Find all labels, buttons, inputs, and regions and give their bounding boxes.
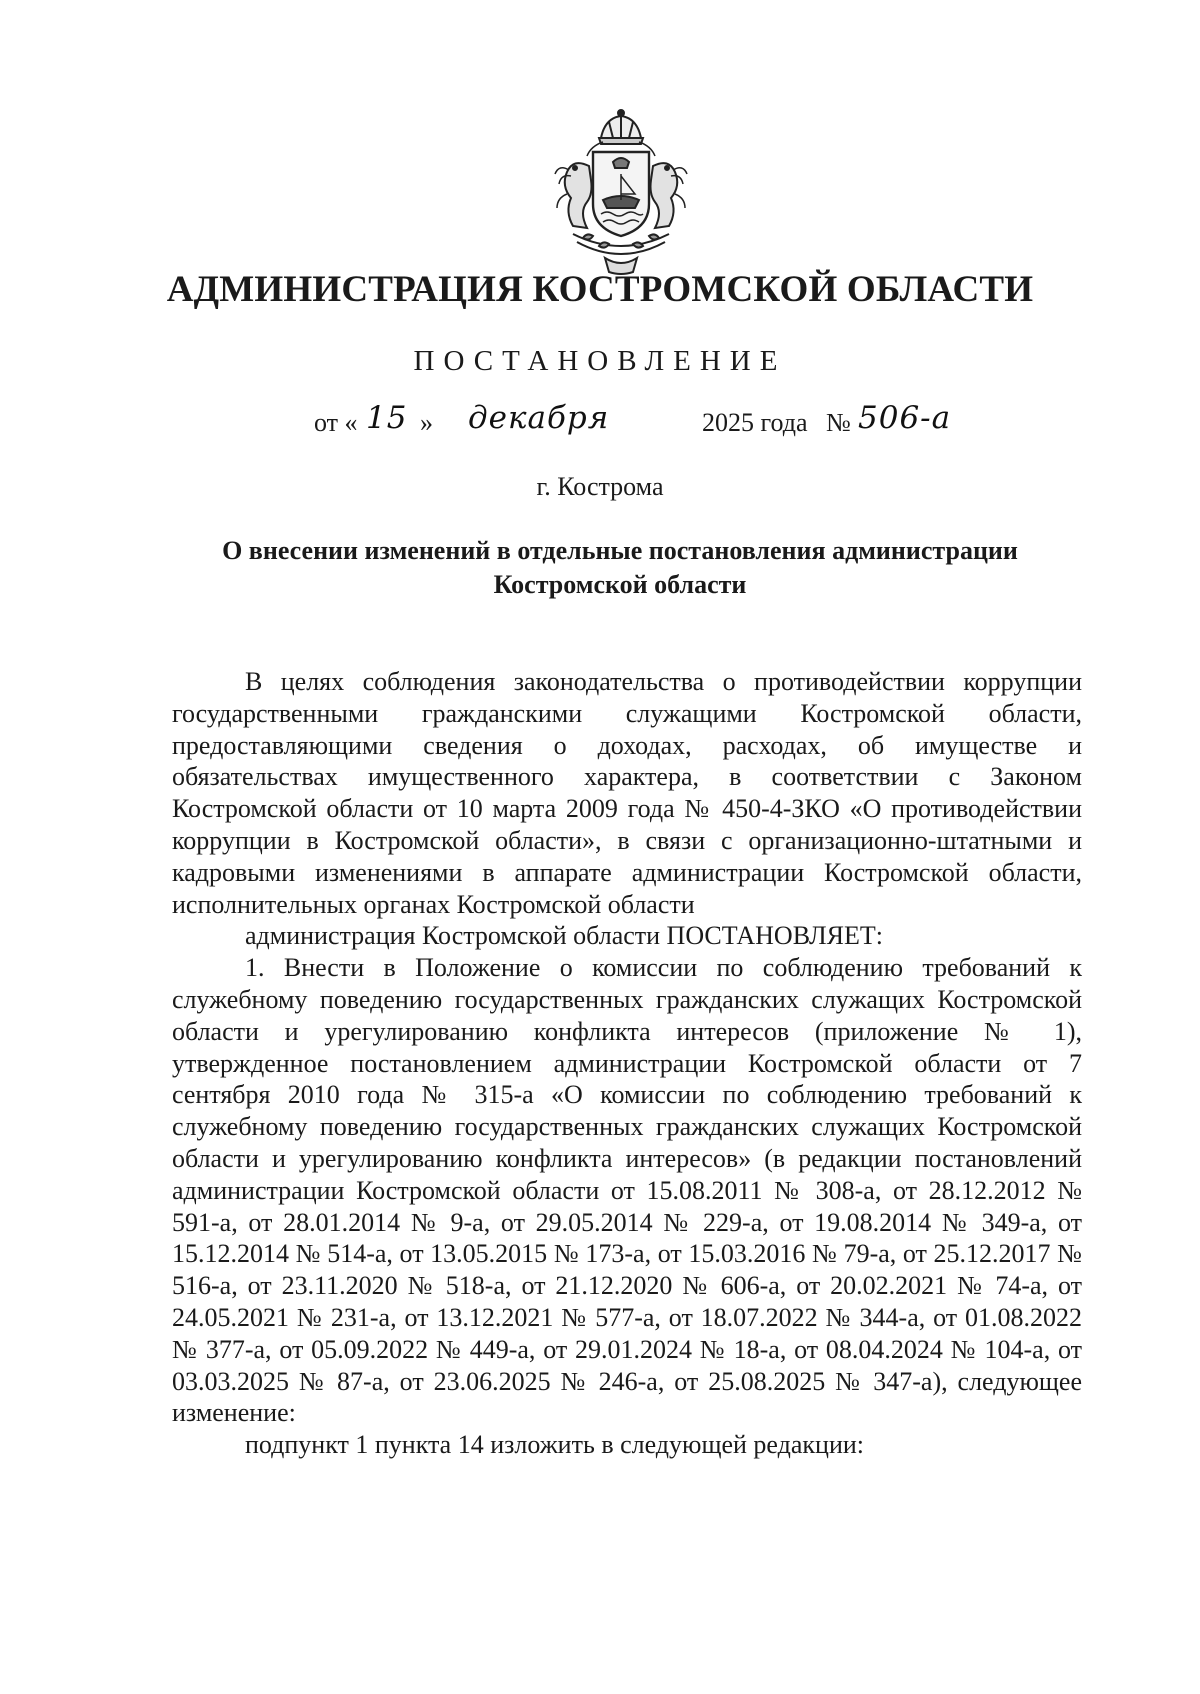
- date-day-handwritten: 15: [366, 400, 408, 436]
- body-paragraph: В целях соблюдения законодательства о противодействии коррупции государственными гражданскими служащими Костромской области, предоставляющими сведения о доходах, расходах, об имуществе и обязательствах имущественного характера, в соответствии с Законом Костромской области от 10 марта 2009 года № 450-4-ЗКО «О противодействии коррупции в Костромской области», в связи с организационно-штатными и кадровыми изменениями в аппарате администрации Костромской области, исполнительных органах Костромской области: [172, 667, 1082, 919]
- date-prefix: от «: [314, 408, 358, 437]
- body-paragraph: подпункт 1 пункта 14 изложить в следующей редакции:: [245, 1430, 864, 1460]
- coat-of-arms-icon: [543, 108, 699, 276]
- document-number-handwritten: 506-а: [858, 400, 952, 436]
- document-subject: О внесении изменений в отдельные постановления администрации Костромской области: [222, 536, 1018, 599]
- body-paragraph: 1. Внести в Положение о комиссии по соблюдению требований к служебному поведению государственных гражданских служащих Костромской области и урегулированию конфликта интересов (приложение № 1), утвержденное постановлением администрации Костромской области от 7 сентября 2010 года № 315-а «О комиссии по соблюдению требований к служебному поведению государственных гражданских служащих Костромской области и урегулированию конфликта интересов» (в редакции постановлений администрации Костромской области от 15.08.2011 № 308-а, от 28.12.2012 № 591-а, от 28.01.2014 № 9-а, от 29.05.2014 № 229-а, от 19.08.2014 № 349-а, от 15.12.2014 № 514-а, от 13.05.2015 № 173-а, от 15.03.2016 № 79-а, от 25.12.2017 № 516-а, от 23.11.2020 № 518-а, от 21.12.2020 № 606-а, от 20.02.2021 № 74-а, от 24.05.2021 № 231-а, от 13.12.2021 № 577-а, от 18.07.2022 № 344-а, от 01.08.2022 № 377-а, от 05.09.2022 № 449-а, от 29.01.2024 № 18-а, от 08.04.2024 № 104-а, от 03.03.2025 № 87-а, от 23.06.2025 № 246-а, от 25.08.2025 № 347-а), следующее изменение:: [172, 953, 1082, 1428]
- document-type: ПОСТАНОВЛЕНИЕ: [413, 345, 787, 377]
- date-year: 2025 года: [702, 408, 808, 437]
- organization-title: АДМИНИСТРАЦИЯ КОСТРОМСКОЙ ОБЛАСТИ: [166, 269, 1034, 310]
- date-line: [0, 400, 1200, 450]
- document-body: [172, 666, 1082, 1461]
- number-label: №: [826, 408, 851, 437]
- city: г. Кострома: [536, 472, 664, 501]
- date-month-handwritten: декабря: [468, 400, 610, 436]
- date-day-close: »: [420, 408, 433, 437]
- body-paragraph: администрация Костромской области ПОСТАНОВЛЯЕТ:: [245, 921, 884, 951]
